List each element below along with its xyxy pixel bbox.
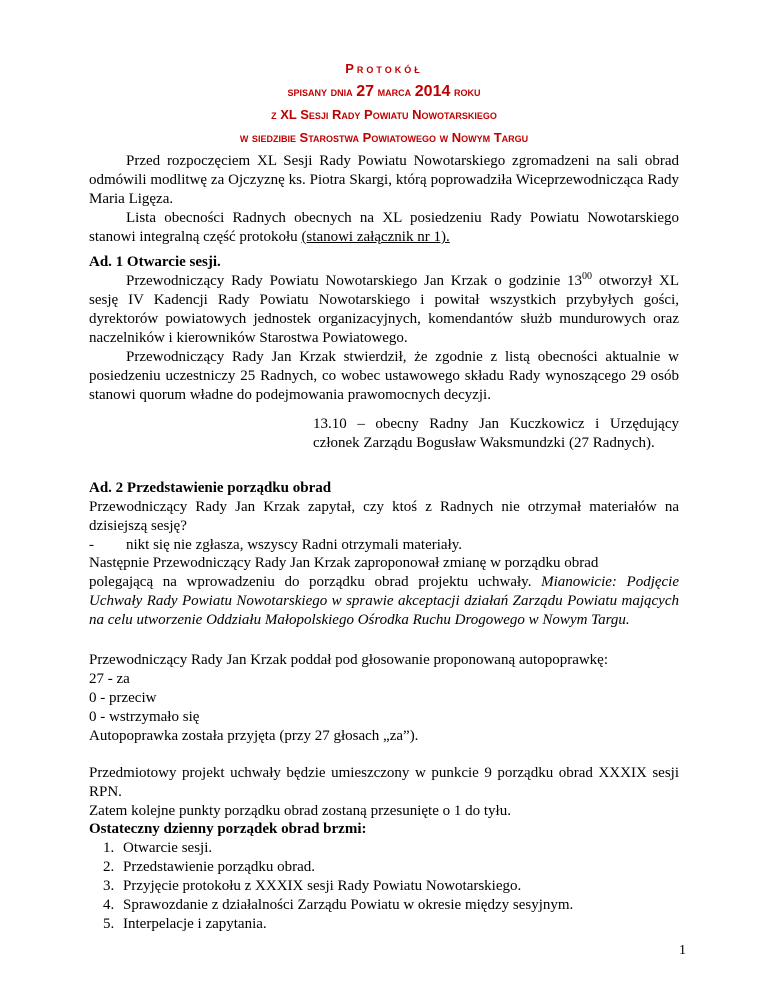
item-text: Interpelacje i zapytania.: [123, 916, 267, 932]
item-text: Sprawozdanie z działalności Zarządu Powiatu w okresie między sesyjnym.: [123, 897, 574, 913]
ad1-p1-text: Przewodniczący Rady Powiatu Nowotarskiego Jan Krzak o godzinie 13: [126, 273, 583, 289]
ad2-dash-text: nikt się nie zgłasza, wszyscy Radni otrzymali materiały.: [126, 537, 463, 553]
doc-session-line: z XL Sesji Rady Powiatu Nowotarskiego: [271, 107, 497, 122]
list-item: [103, 915, 679, 934]
time-superscript: 00: [582, 271, 593, 282]
ad2-paragraph-1: Przewodniczący Rady Jan Krzak zapytał, czy ktoś z Radnych nie otrzymał materiałów na dzisiejszą sesję?: [89, 499, 679, 534]
ad2-heading: Ad. 2 Przedstawienie porządku obrad: [89, 480, 332, 496]
attachment-reference: (stanowi załącznik nr 1).: [301, 229, 450, 245]
agenda-section: [89, 820, 679, 934]
vote-intro: Przewodniczący Rady Jan Krzak poddał pod głosowanie proponowaną autopoprawkę:: [89, 652, 609, 668]
doc-title: Protokół: [345, 61, 423, 76]
date-day: 27: [356, 83, 375, 100]
doc-date-line: [89, 80, 679, 103]
list-item: [103, 839, 679, 858]
date-text-3: roku: [450, 84, 481, 99]
ad2-dash-line: [89, 536, 679, 555]
item-number: 1.: [103, 840, 115, 856]
ad2-proposal-rest: [89, 573, 679, 630]
doc-place-line: w siedzibie Starostwa Powiatowego w Nowym Targu: [239, 130, 529, 145]
ad1-paragraph-1: [89, 272, 679, 348]
ad2-paragraph-4: Zatem kolejne punkty porządku obrad zostaną przesunięte o 1 do tyłu.: [89, 803, 511, 819]
ad2-proposal: [89, 554, 679, 630]
ad2-paragraph-3: Przedmiotowy projekt uchwały będzie umieszczony w punkcie 9 porządku obrad XXXIX sesji RPN.: [89, 765, 679, 800]
ad2-conclusion: [89, 764, 679, 821]
item-number: 5.: [103, 916, 115, 932]
item-text: Otwarcie sesji.: [123, 840, 213, 856]
ad1-note: [313, 415, 679, 453]
vote-section: [89, 651, 679, 746]
item-text: Przedstawienie porządku obrad.: [123, 859, 316, 875]
date-year: 2014: [414, 83, 451, 100]
intro-section: [89, 152, 679, 247]
item-text: Przyjęcie protokołu z XXXIX sesji Rady Powiatu Nowotarskiego.: [123, 878, 522, 894]
intro-paragraph-2: [89, 209, 679, 247]
ad2-section: [89, 479, 679, 555]
item-number: 2.: [103, 859, 115, 875]
arrival-note: 13.10 – obecny Radny Jan Kuczkowicz i Urzędujący członek Zarządu Bogusław Waksmundzki (27 Radnych).: [313, 416, 679, 451]
intro-p2-text: Lista obecności Radnych obecnych na XL posiedzeniu Rady Powiatu Nowotarskiego stanowi integralną część protokołu: [89, 210, 679, 245]
ad1-p1-rest: otworzył XL sesję IV Kadencji Rady Powiatu Nowotarskiego i powitał wszystkich przybyłych gości, dyrektorów powiatowych jednostek organizacyjnych, komendantów służb mundurowych oraz naczelników i kierowników Starostwa Powiatowego.: [89, 273, 679, 346]
dash-marker: -: [89, 537, 94, 553]
resolution-title: Mianowicie: Podjęcie Uchwały Rady Powiatu Nowotarskiego w sprawie akceptacji działań Zarządu Powiatu mających na celu utworzenie Oddziału Małopolskiego Ośrodka Ruchu Drogowego w Nowym Targu.: [89, 574, 679, 628]
date-text-1: spisany dnia: [287, 84, 357, 99]
date-text-2: marca: [374, 84, 415, 99]
vote-against: 0 - przeciw: [89, 690, 157, 706]
ad1-paragraph-2: Przewodniczący Rady Jan Krzak stwierdził, że zgodnie z listą obecności aktualnie w posiedzeniu uczestniczy 25 Radnych, co wobec ustawowego składu Rady wynoszącego 29 osób stanowi quorum władne do podejmowania prawomocnych decyzji.: [89, 349, 679, 403]
ad1-heading: Ad. 1 Otwarcie sesji.: [89, 254, 221, 270]
list-item: [103, 896, 679, 915]
list-item: [103, 877, 679, 896]
ad2-proposal-line-1: Następnie Przewodniczący Rady Jan Krzak zaproponował zmianę w porządku obrad: [89, 555, 599, 571]
ad2-proposal-text: polegającą na wprowadzeniu do porządku obrad projektu uchwały.: [89, 574, 542, 590]
list-item: [103, 858, 679, 877]
vote-result: Autopoprawka została przyjęta (przy 27 głosach „za”).: [89, 728, 419, 744]
vote-abstain: 0 - wstrzymało się: [89, 709, 200, 725]
ad1-section: [89, 253, 679, 405]
intro-paragraph-1: Przed rozpoczęciem XL Sesji Rady Powiatu Nowotarskiego zgromadzeni na sali obrad odmówili modlitwę za Ojczyznę ks. Piotra Skargi, którą poprowadziła Wiceprzewodnicząca Rady Maria Ligęza.: [89, 153, 679, 207]
item-number: 4.: [103, 897, 115, 913]
item-number: 3.: [103, 878, 115, 894]
vote-for: 27 - za: [89, 671, 130, 687]
agenda-list: [89, 839, 679, 934]
page-number: 1: [679, 943, 686, 958]
agenda-heading: Ostateczny dzienny porządek obrad brzmi:: [89, 821, 367, 837]
